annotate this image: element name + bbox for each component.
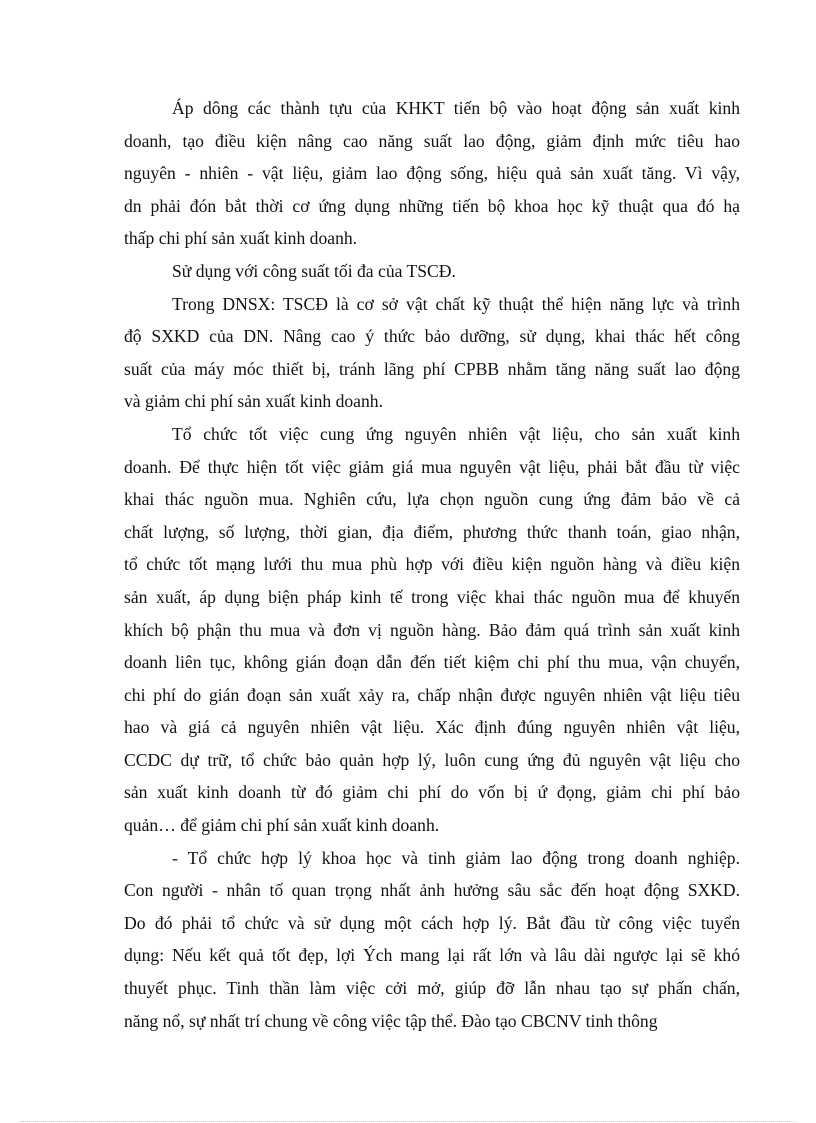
text-line: doanh liên tục, không gián đoạn dẫn đến tiết kiệm chi phí thu mua, vận chuyển, — [124, 652, 740, 673]
text-line: CCDC dự trữ, tổ chức bảo quản hợp lý, luôn cung ứng đủ nguyên vật liệu cho — [124, 749, 740, 770]
text-line: khích bộ phận thu mua và đơn vị nguồn hàng. Bảo đảm quá trình sản xuất kinh — [124, 619, 740, 640]
text-line: Con người - nhân tố quan trọng nhất ảnh hưởng sâu sắc đến hoạt động SXKD. — [124, 880, 740, 901]
text-line: dn phải đón bắt thời cơ ứng dụng những tiến bộ khoa học kỹ thuật qua đó hạ — [124, 195, 740, 216]
text-line: thuyết phục. Tinh thần làm việc cởi mở, giúp đỡ lẫn nhau tạo sự phấn chấn, — [124, 978, 740, 999]
text-line: và giảm chi phí sản xuất kinh doanh. — [124, 391, 383, 412]
text-line: khai thác nguồn mua. Nghiên cứu, lựa chọn nguồn cung ứng đảm bảo về cả — [124, 489, 740, 510]
text-line: doanh, tạo điều kiện nâng cao năng suất lao động, giảm định mức tiêu hao — [124, 130, 740, 151]
text-line: Sử dụng với công suất tối đa của TSCĐ. — [172, 260, 456, 281]
text-line: chất lượng, số lượng, thời gian, địa điểm, phương thức thanh toán, giao nhận, — [124, 521, 740, 542]
text-line: - Tổ chức hợp lý khoa học và tinh giảm lao động trong doanh nghiệp. — [172, 847, 740, 868]
text-line: Do đó phải tổ chức và sử dụng một cách hợp lý. Bắt đầu từ công việc tuyển — [124, 912, 740, 933]
text-line: nguyên - nhiên - vật liệu, giảm lao động sống, hiệu quả sản xuất tăng. Vì vậy, — [124, 163, 740, 184]
text-line: năng nổ, sự nhất trí chung về công việc tập thể. Đào tạo CBCNV tinh thông — [124, 1010, 658, 1031]
text-line: thấp chi phí sản xuất kinh doanh. — [124, 228, 358, 249]
text-line: Trong DNSX: TSCĐ là cơ sở vật chất kỹ thuật thể hiện năng lực và trình — [172, 293, 740, 314]
text-line: tổ chức tốt mạng lưới thu mua phù hợp với điều kiện nguồn hàng và điều kiện — [124, 554, 740, 575]
text-line: Áp dông các thành tựu của KHKT tiến bộ vào hoạt động sản xuất kinh — [172, 98, 740, 118]
document-body — [124, 92, 740, 1037]
text-line: suất của máy móc thiết bị, tránh lãng phí CPBB nhằm tăng năng suất lao động — [124, 358, 740, 379]
text-line: dụng: Nếu kết quả tốt đẹp, lợi Ých mang lại rất lớn và lâu dài ngược lại sẽ khó — [124, 945, 740, 966]
text-line: doanh. Để thực hiện tốt việc giảm giá mua nguyên vật liệu, phải bắt đầu từ việc — [124, 456, 740, 477]
text-line: sản xuất kinh doanh từ đó giảm chi phí do vốn bị ứ đọng, giảm chi phí bảo — [124, 782, 740, 803]
page-bottom-divider — [20, 1121, 796, 1122]
text-line: hao và giá cả nguyên nhiên vật liệu. Xác định đúng nguyên nhiên vật liệu, — [124, 717, 740, 738]
text-line: chi phí do gián đoạn sản xuất xảy ra, chấp nhận được nguyên nhiên vật liệu tiêu — [124, 684, 740, 705]
text-line: quản… để giảm chi phí sản xuất kinh doanh. — [124, 815, 440, 836]
text-line: độ SXKD của DN. Nâng cao ý thức bảo dưỡng, sử dụng, khai thác hết công — [124, 326, 740, 347]
text-line: Tổ chức tốt việc cung ứng nguyên nhiên vật liệu, cho sản xuất kinh — [172, 423, 740, 444]
text-line: sản xuất, áp dụng biện pháp kinh tế trong việc khai thác nguồn mua để khuyến — [124, 586, 740, 607]
